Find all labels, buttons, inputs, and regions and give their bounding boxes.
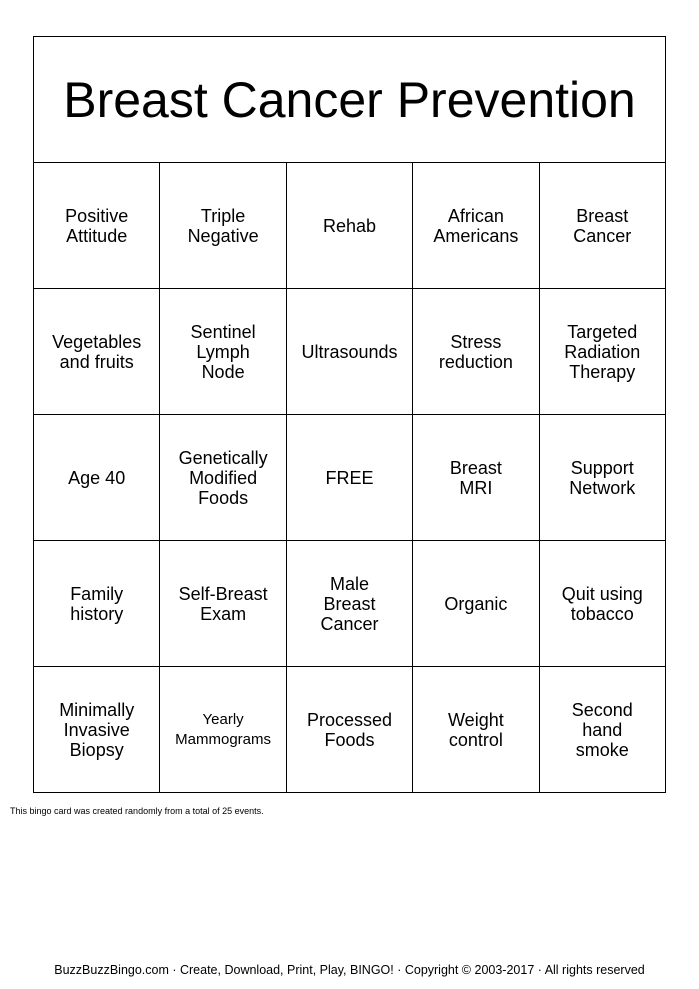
bingo-row <box>34 163 666 289</box>
bingo-cell: Second hand smoke <box>539 667 665 793</box>
generation-note: This bingo card was created randomly from a total of 25 events. <box>10 806 264 816</box>
bingo-cell: Positive Attitude <box>34 163 160 289</box>
bingo-cell: Sentinel Lymph Node <box>160 289 286 415</box>
bingo-cell: Stress reduction <box>413 289 539 415</box>
bingo-row <box>34 289 666 415</box>
bingo-cell: Processed Foods <box>286 667 412 793</box>
bingo-cell: Self-Breast Exam <box>160 541 286 667</box>
bingo-cell: Weight control <box>413 667 539 793</box>
card-title: Breast Cancer Prevention <box>34 37 666 163</box>
bingo-row <box>34 415 666 541</box>
bingo-cell: Ultrasounds <box>286 289 412 415</box>
bingo-cell: Genetically Modified Foods <box>160 415 286 541</box>
bingo-cell: Triple Negative <box>160 163 286 289</box>
bingo-cell: Rehab <box>286 163 412 289</box>
bingo-cell: Vegetables and fruits <box>34 289 160 415</box>
bingo-cell: Quit using tobacco <box>539 541 665 667</box>
bingo-row <box>34 541 666 667</box>
bingo-card <box>33 36 666 793</box>
bingo-cell: Breast Cancer <box>539 163 665 289</box>
bingo-cell: Breast MRI <box>413 415 539 541</box>
bingo-cell: Yearly Mammograms <box>160 667 286 793</box>
bingo-cell: Support Network <box>539 415 665 541</box>
bingo-cell: Targeted Radiation Therapy <box>539 289 665 415</box>
bingo-cell: Age 40 <box>34 415 160 541</box>
bingo-cell: Organic <box>413 541 539 667</box>
bingo-cell: Family history <box>34 541 160 667</box>
footer-copyright: BuzzBuzzBingo.com · Create, Download, Print, Play, BINGO! · Copyright © 2003-2017 · All rights reserved <box>54 963 645 977</box>
bingo-cell: Male Breast Cancer <box>286 541 412 667</box>
free-space-cell: FREE <box>286 415 412 541</box>
bingo-cell: African Americans <box>413 163 539 289</box>
bingo-cell: Minimally Invasive Biopsy <box>34 667 160 793</box>
bingo-row <box>34 667 666 793</box>
